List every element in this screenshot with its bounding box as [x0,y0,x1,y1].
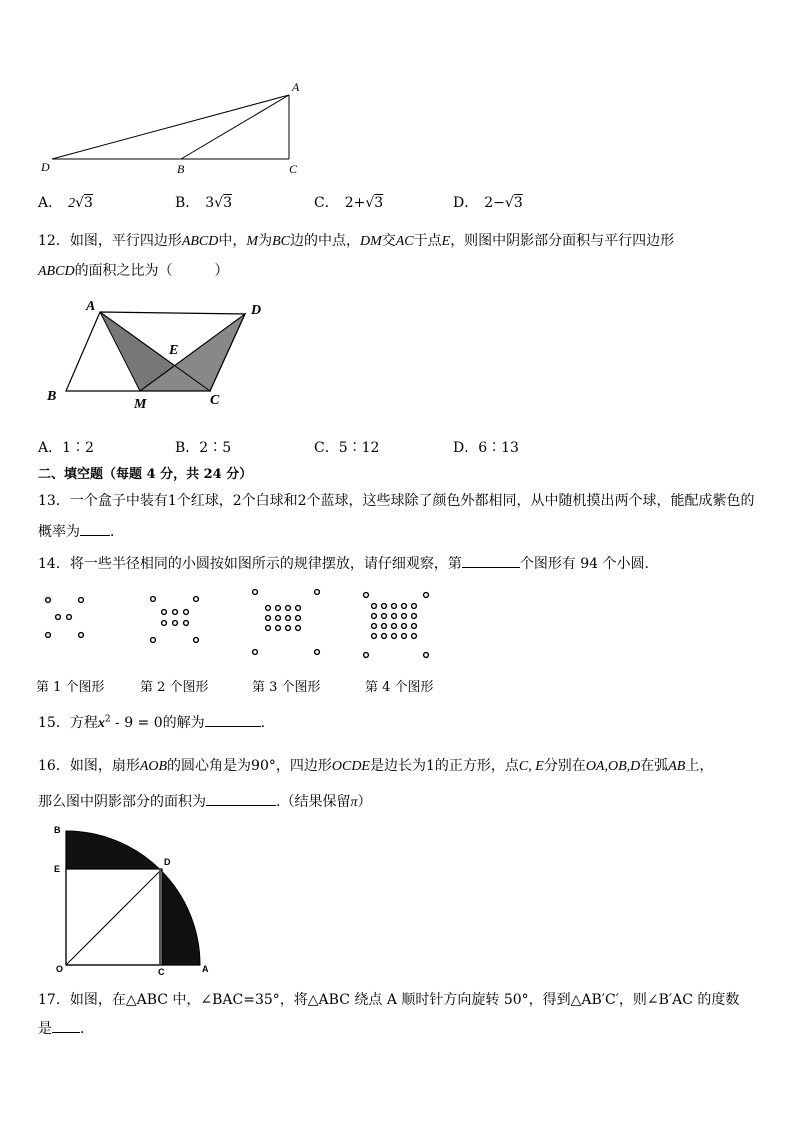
q14-line1: 14．将一些半径相同的小圆按如图所示的规律摆放，请仔细观察，第 个图形有 94 个小圆. [38,553,649,573]
q13-line2: 概率为 ． [38,521,124,541]
label-c: C [158,967,165,977]
sqrt-icon: √ [365,195,375,211]
q13-line1: 13．一个盒子中装有1个红球，2个白球和2个蓝球，这些球除了颜色外都相同，从中随机摸出两个球，能配成紫色的 [38,493,755,509]
q16-line2: 那么图中阴影部分的面积为 .（结果保留π） [38,791,371,811]
q16-line1: 16．如图，扇形AOB的圆心角是为90°，四边形OCDE是边长为1的正方形，点C, E分别在OA,OB,D在弧AB上， [38,758,714,774]
label-b: B [47,389,57,404]
q12-option-a: A．1∶2 [38,440,94,456]
label-a: A [292,80,300,94]
sqrt-icon: √ [214,195,224,211]
q14-caption-1: 第 1 个图形 [36,680,105,695]
q14-caption-3: 第 3 个图形 [252,680,321,695]
label-b: B [54,825,61,835]
q17-line2: 是 ． [38,1018,94,1038]
q12-line2: ABCD的面积之比为（ ） [38,263,229,279]
sqrt-icon: √ [504,195,514,211]
q11-option-a: A． 2√3 [38,195,93,211]
q14-caption-4: 第 4 个图形 [365,680,434,695]
label-d: D [41,160,50,174]
label-b: B [177,162,185,176]
label-e: E [54,864,61,874]
q11-option-d: D． 2−√3 [453,195,523,211]
answer-blank[interactable] [52,1018,80,1033]
label-d: D [164,857,171,867]
q17-line1: 17．如图，在△ABC 中，∠BAC=35°，将△ABC 绕点 A 顺时针方向旋转 50°，得到△AB′C′，则∠B′AC 的度数 [38,992,740,1008]
diagonal-od [66,869,162,965]
label-c: C [289,162,298,176]
sqrt-icon: √ [75,195,85,211]
label-o: O [56,964,64,974]
label-d: D [251,303,262,318]
label-c: C [210,393,220,408]
label-a: A [86,299,96,314]
q14-caption-2: 第 2 个图形 [140,680,209,695]
q15-line: 15．方程$x^2 - 9 = 0$的解为 . [38,712,265,732]
q12-option-b: B．2∶5 [175,440,232,456]
q12-line1: 12．如图，平行四边形ABCD中，M为BC边的中点，DM交AC于点E，则图中阴影部分面积与平行四边形 [38,233,675,249]
q11-option-b: B． 3√3 [175,195,233,211]
section-heading: 二、填空题（每题 4 分，共 24 分） [38,467,253,482]
q11-option-c: C． 2+√3 [314,195,384,211]
q12-option-d: D．6∶13 [453,440,519,456]
label-e: E [169,343,179,358]
q12-option-c: C．5∶12 [314,440,380,456]
label-m: M [134,397,147,412]
label-a: A [202,964,209,974]
